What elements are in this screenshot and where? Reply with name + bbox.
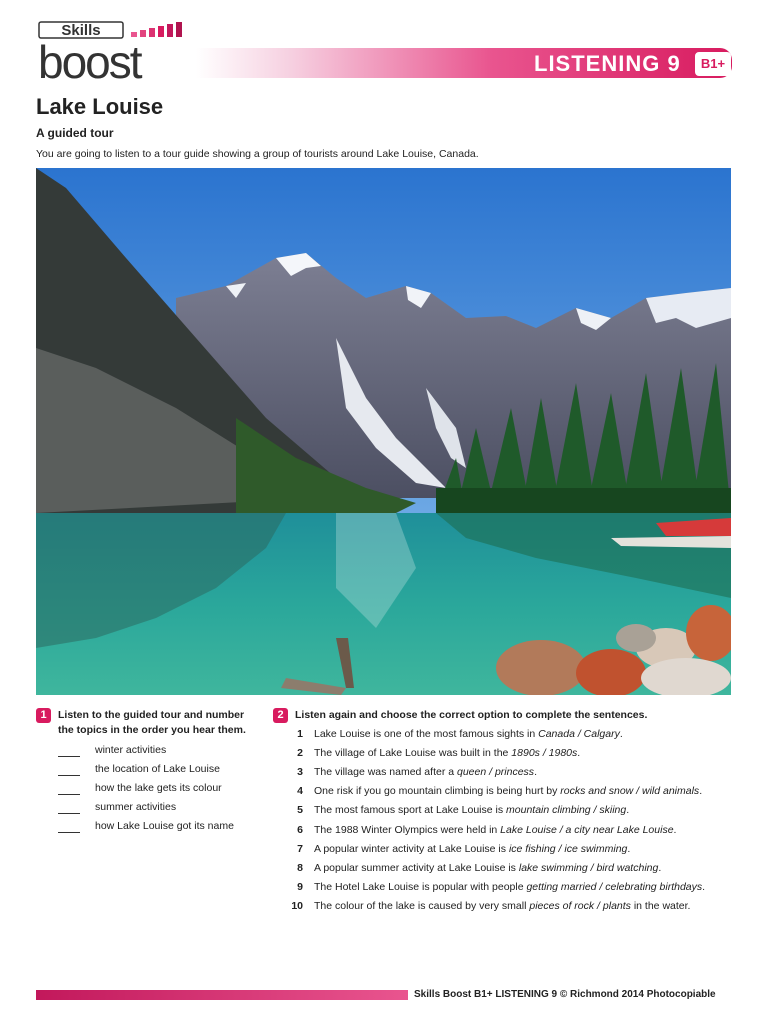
section-title: LISTENING 9 (534, 51, 681, 76)
topic-item (58, 779, 261, 798)
footer-bar (36, 990, 408, 1000)
sentence-text: The village of Lake Louise was built in the (314, 746, 512, 759)
exercise-2-instruction: Listen again and choose the correct option to complete the sentences. (295, 709, 648, 721)
sentence-number: 6 (297, 823, 303, 836)
sentence-item (273, 842, 733, 857)
footer-copyright: Skills Boost B1+ LISTENING 9 © Richmond 2014 Photocopiable (414, 989, 716, 1000)
sentence-options[interactable]: getting married / celebrating birthdays (526, 881, 703, 894)
topic-label: summer activities (95, 801, 177, 814)
sentence-options[interactable]: mountain climbing / skiing (506, 804, 627, 817)
sentence-item (273, 746, 733, 761)
logo-skills-text: Skills (61, 22, 101, 39)
sentence-end: . (577, 746, 581, 759)
sentence-options[interactable]: queen / princess (457, 766, 535, 779)
exercise-1 (36, 708, 261, 836)
topic-label: how the lake gets its colour (95, 782, 222, 795)
sentence-number: 7 (297, 842, 303, 855)
sentence-end: . (626, 804, 630, 817)
level-badge: B1+ (695, 52, 731, 76)
sentence-options[interactable]: rocks and snow / wild animals (560, 785, 700, 798)
sentence-number: 10 (291, 900, 303, 913)
sentence-end: in the water. (630, 900, 691, 913)
intro-text: You are going to listen to a tour guide showing a group of tourists around Lake Louise, Canada. (36, 148, 479, 160)
sentence-text: The 1988 Winter Olympics were held in (314, 823, 501, 836)
sentence-text: The colour of the lake is caused by very small (314, 900, 530, 913)
answer-blank[interactable] (58, 820, 80, 833)
answer-blank[interactable] (58, 801, 80, 814)
sentence-options[interactable]: 1890s / 1980s (511, 746, 578, 759)
page-subtitle: A guided tour (36, 126, 114, 140)
sentence-number: 1 (297, 727, 303, 740)
sentence-item (273, 803, 733, 818)
lake-louise-photo (36, 168, 731, 695)
sentence-end: . (627, 842, 631, 855)
sentence-end: . (534, 766, 537, 779)
sentence-text: A popular winter activity at Lake Louise is (314, 842, 509, 855)
topic-label: how Lake Louise got its name (95, 820, 234, 833)
sentence-text: The most famous sport at Lake Louise is (314, 804, 507, 817)
sentence-number: 3 (297, 766, 303, 779)
sentence-item (273, 823, 733, 838)
sentence-text: A popular summer activity at Lake Louise is (314, 862, 519, 874)
sentence-options[interactable]: Canada / Calgary (538, 727, 620, 740)
exercise-1-instruction: Listen to the guided tour and number the topics in the order you hear them. (58, 709, 246, 736)
sentence-number: 4 (297, 785, 303, 798)
topic-list (58, 741, 261, 836)
logo-boost-text: boost (38, 36, 141, 82)
sentence-options[interactable]: ice fishing / ice swimming (508, 842, 628, 855)
sentence-end: . (702, 881, 706, 894)
sentence-options[interactable]: lake swimming / bird watching (518, 862, 659, 874)
sentence-number: 9 (297, 881, 303, 894)
topic-item (58, 741, 261, 760)
sentence-text: The Hotel Lake Louise is popular with people (314, 881, 527, 894)
answer-blank[interactable] (58, 744, 80, 757)
sentence-item (273, 861, 733, 876)
sentence-text: The village was named after a (314, 766, 457, 779)
sentence-end: . (658, 862, 662, 874)
sentence-text: Lake Louise is one of the most famous sights in (314, 727, 539, 740)
sentence-item (273, 727, 733, 742)
sentence-number: 5 (297, 804, 303, 817)
topic-item (58, 798, 261, 817)
exercise-2-number: 2 (273, 708, 288, 723)
exercise-1-number: 1 (36, 708, 51, 723)
sentence-options[interactable]: Lake Louise / a city near Lake Louise (500, 823, 674, 836)
answer-blank[interactable] (58, 763, 80, 776)
sentence-item (273, 765, 733, 780)
topic-item (58, 760, 261, 779)
page-title: Lake Louise (36, 94, 164, 119)
sentence-number: 2 (297, 746, 303, 759)
sentence-text: One risk if you go mountain climbing is being hurt by (314, 785, 561, 798)
topic-label: the location of Lake Louise (95, 763, 220, 776)
answer-blank[interactable] (58, 782, 80, 795)
skills-boost-logo (36, 20, 201, 82)
sentence-end: . (699, 785, 703, 798)
sentence-options[interactable]: pieces of rock / plants (529, 900, 631, 913)
sentence-end: . (619, 727, 623, 740)
sentence-item (273, 784, 733, 799)
topic-label: winter activities (95, 744, 167, 757)
topic-item (58, 817, 261, 836)
sentence-item (273, 880, 733, 895)
exercise-2 (273, 708, 733, 919)
sentence-end: . (673, 823, 677, 836)
sentence-item (273, 899, 733, 914)
sentence-number: 8 (297, 862, 303, 874)
sentence-list (273, 727, 733, 914)
